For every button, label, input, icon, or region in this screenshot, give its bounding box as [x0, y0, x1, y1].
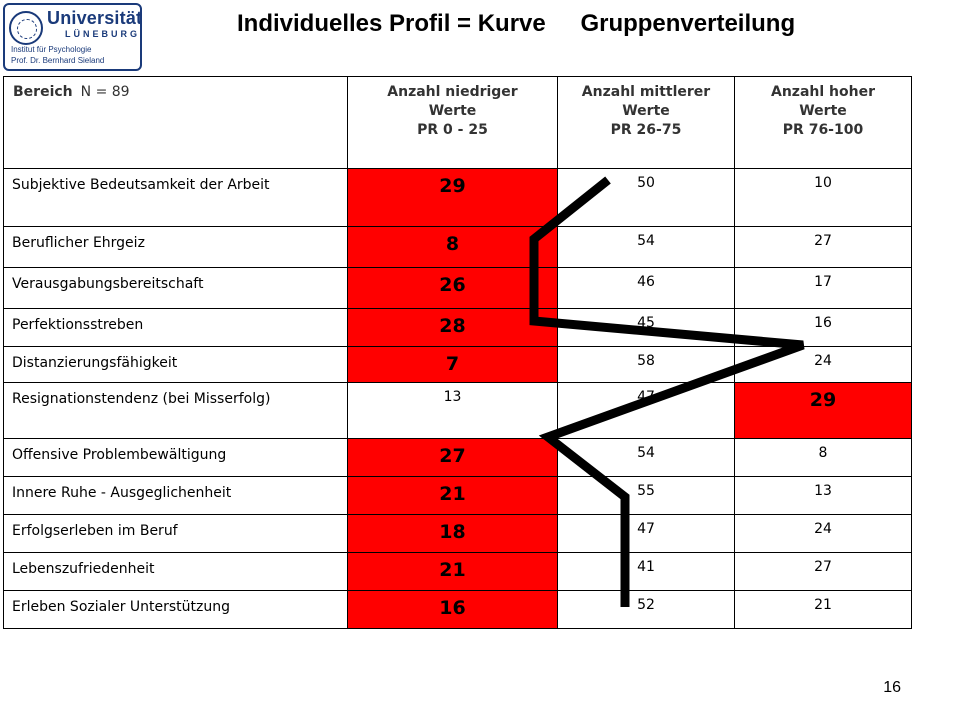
cell-low: 27 — [348, 439, 558, 477]
cell-high: 24 — [735, 347, 912, 383]
header-low-line: Werte — [428, 103, 477, 119]
cell-high: 24 — [735, 515, 912, 553]
table-row — [4, 591, 912, 629]
header-high — [735, 77, 912, 169]
logo-city: LÜNEBURG — [65, 29, 140, 39]
title-right: Gruppenverteilung — [580, 10, 796, 37]
cell-low: 13 — [348, 383, 558, 439]
cell-high: 13 — [735, 477, 912, 515]
header-high-line: Anzahl hoher — [771, 84, 875, 100]
title-left: Individuelles Profil = Kurve — [237, 10, 546, 37]
table-row — [4, 169, 912, 227]
cell-low: 26 — [348, 268, 558, 309]
header-low-line: Anzahl niedriger — [387, 84, 518, 100]
cell-high: 8 — [735, 439, 912, 477]
row-label: Resignationstendenz (bei Misserfolg) — [4, 383, 348, 439]
row-label: Distanzierungsfähigkeit — [4, 347, 348, 383]
table-row — [4, 347, 912, 383]
table-row — [4, 309, 912, 347]
header-sample-size: N = 89 — [80, 84, 130, 100]
table-row — [4, 477, 912, 515]
cell-low: 8 — [348, 227, 558, 268]
cell-high: 27 — [735, 227, 912, 268]
table-row — [4, 227, 912, 268]
row-label: Perfektionsstreben — [4, 309, 348, 347]
cell-mid: 52 — [558, 591, 735, 629]
table-row — [4, 383, 912, 439]
header-high-line: Werte — [799, 103, 847, 119]
header-bereich — [4, 77, 348, 169]
logo-name: Universität — [47, 8, 143, 28]
row-label: Erfolgserleben im Beruf — [4, 515, 348, 553]
cell-mid: 47 — [558, 515, 735, 553]
profile-table — [3, 76, 912, 629]
cell-mid: 45 — [558, 309, 735, 347]
cell-low: 21 — [348, 553, 558, 591]
row-label: Beruflicher Ehrgeiz — [4, 227, 348, 268]
cell-high: 17 — [735, 268, 912, 309]
cell-mid: 55 — [558, 477, 735, 515]
row-label: Innere Ruhe - Ausgeglichenheit — [4, 477, 348, 515]
cell-mid: 50 — [558, 169, 735, 227]
cell-high: 16 — [735, 309, 912, 347]
university-logo — [3, 3, 142, 71]
row-label: Verausgabungsbereitschaft — [4, 268, 348, 309]
header-mid-line: Werte — [622, 103, 670, 119]
cell-mid: 54 — [558, 227, 735, 268]
header-mid-line: PR 26-75 — [610, 122, 682, 138]
row-label: Erleben Sozialer Unterstützung — [4, 591, 348, 629]
cell-mid: 58 — [558, 347, 735, 383]
cell-low: 16 — [348, 591, 558, 629]
header-low-line: PR 0 - 25 — [417, 122, 488, 138]
cell-low: 21 — [348, 477, 558, 515]
header-mid — [558, 77, 735, 169]
table-row — [4, 268, 912, 309]
table-header-row — [4, 77, 912, 169]
logo-institute: Institut für Psychologie — [11, 45, 92, 54]
row-label: Offensive Problembewältigung — [4, 439, 348, 477]
cell-mid: 41 — [558, 553, 735, 591]
cell-low: 18 — [348, 515, 558, 553]
header-mid-line: Anzahl mittlerer — [581, 84, 711, 100]
header-high-line: PR 76-100 — [782, 122, 864, 138]
cell-mid: 46 — [558, 268, 735, 309]
row-label: Lebenszufriedenheit — [4, 553, 348, 591]
table-row — [4, 439, 912, 477]
table-row — [4, 553, 912, 591]
cell-low: 28 — [348, 309, 558, 347]
cell-high: 27 — [735, 553, 912, 591]
page-number: 16 — [883, 679, 901, 696]
cell-mid: 47 — [558, 383, 735, 439]
cell-high: 10 — [735, 169, 912, 227]
logo-professor: Prof. Dr. Bernhard Sieland — [11, 56, 105, 65]
cell-low: 29 — [348, 169, 558, 227]
table-row — [4, 515, 912, 553]
cell-high: 21 — [735, 591, 912, 629]
header-low — [348, 77, 558, 169]
header-bereich-label: Bereich — [13, 84, 73, 100]
cell-high: 29 — [735, 383, 912, 439]
cell-mid: 54 — [558, 439, 735, 477]
cell-low: 7 — [348, 347, 558, 383]
university-seal-icon — [9, 11, 43, 45]
row-label: Subjektive Bedeutsamkeit der Arbeit — [4, 169, 348, 227]
slide-title — [237, 10, 795, 38]
